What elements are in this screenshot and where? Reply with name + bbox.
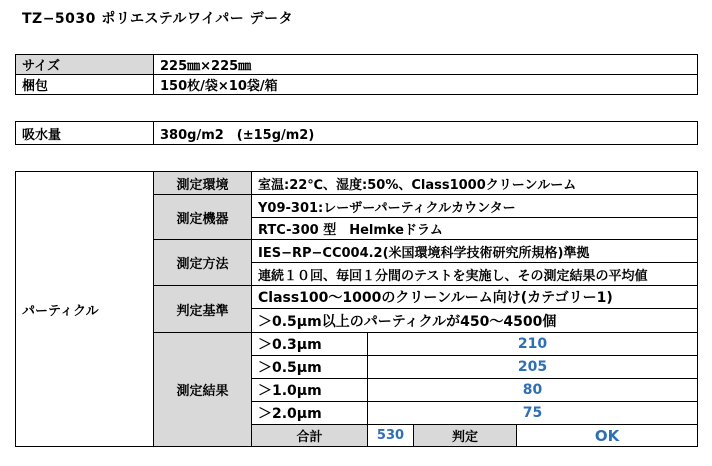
result-count: 205 (368, 356, 698, 379)
method-value-1: IES−RP−CC004.2(米国環境科学技術研究所規格)準拠 (252, 240, 698, 263)
judge-value: OK (517, 425, 698, 447)
total-label: 合計 (252, 425, 368, 447)
pack-value: 150枚/袋×10袋/箱 (154, 75, 698, 95)
absorb-label: 吸水量 (16, 122, 154, 145)
method-label: 測定方法 (154, 240, 252, 286)
result-count: 210 (368, 333, 698, 356)
device-value-1: Y09-301:レーザーパーティクルカウンター (252, 195, 698, 218)
env-value: 室温:22℃、湿度:50%、Class1000クリーンルーム (252, 172, 698, 195)
particle-label: パーティクル (16, 172, 154, 447)
judge-label: 判定 (414, 425, 517, 447)
env-label: 測定環境 (154, 172, 252, 195)
total-value: 530 (368, 425, 414, 447)
particle-table (15, 171, 698, 447)
result-size: ＞2.0μm (252, 402, 368, 425)
criteria-label: 判定基準 (154, 286, 252, 333)
device-value-2: RTC-300 型 Helmkeドラム (252, 218, 698, 240)
device-label: 測定機器 (154, 195, 252, 240)
absorb-table (15, 121, 698, 145)
spec-table (15, 54, 698, 95)
results-label: 測定結果 (154, 333, 252, 447)
size-label: サイズ (16, 55, 154, 75)
result-count: 80 (368, 379, 698, 402)
page-title: TZ−5030 ポリエステルワイパー データ (22, 11, 294, 27)
criteria-value-2: ＞0.5μm以上のパーティクルが450〜4500個 (252, 309, 698, 333)
method-value-2: 連続１０回、毎回１分間のテストを実施し、その測定結果の平均値 (252, 263, 698, 286)
result-size: ＞0.3μm (252, 333, 368, 356)
size-value: 225㎜×225㎜ (154, 55, 698, 75)
pack-label: 梱包 (16, 75, 154, 95)
result-count: 75 (368, 402, 698, 425)
criteria-value-1: Class100〜1000のクリーンルーム向け(カテゴリー1) (252, 286, 698, 309)
result-size: ＞0.5μm (252, 356, 368, 379)
absorb-value: 380g/m2 (±15g/m2) (154, 122, 698, 145)
result-size: ＞1.0μm (252, 379, 368, 402)
